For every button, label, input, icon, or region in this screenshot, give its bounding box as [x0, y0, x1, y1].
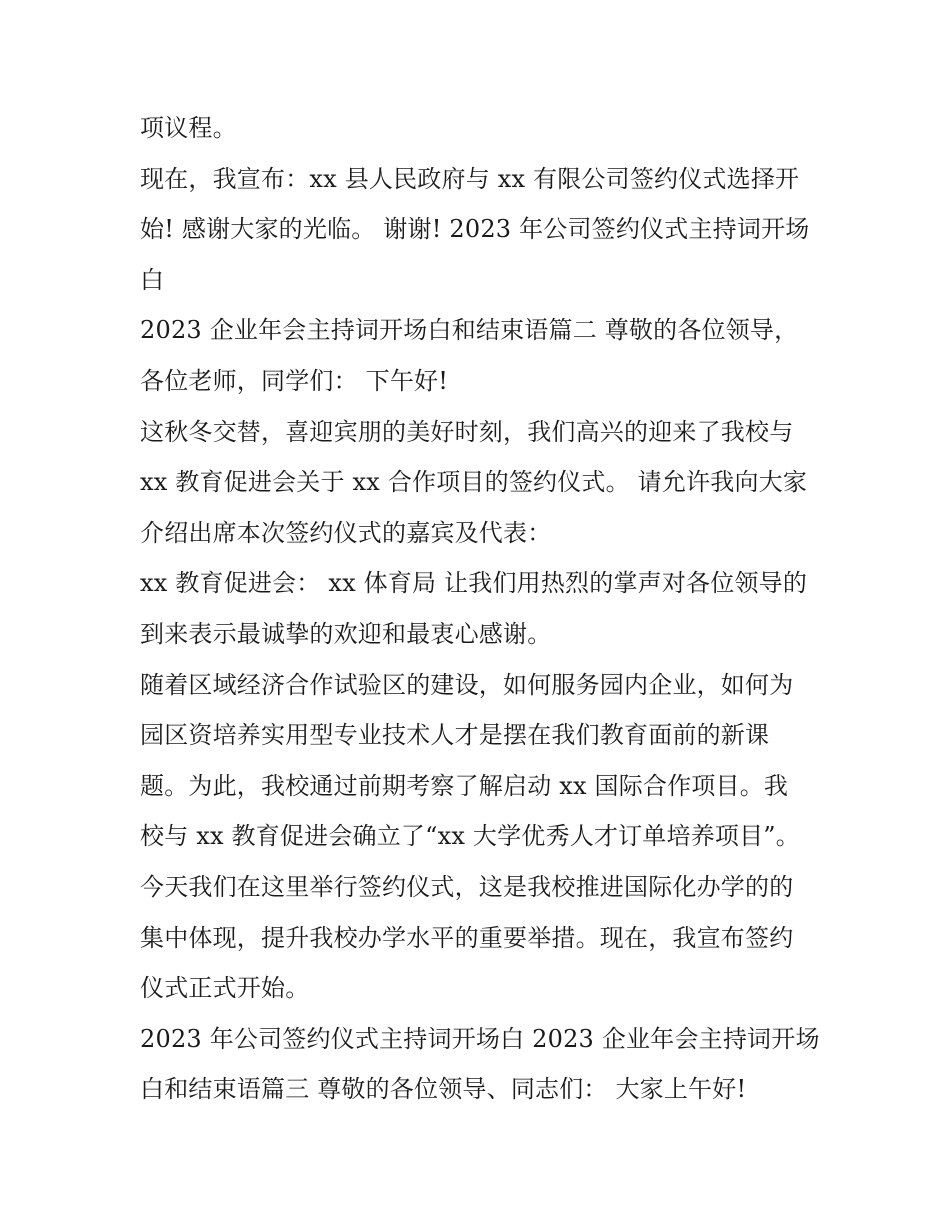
text-line: 到来表示最诚挚的欢迎和最衷心感谢。	[140, 619, 552, 648]
text-line: xx 教育促进会： xx 体育局 让我们用热烈的掌声对各位领导的	[140, 569, 808, 598]
text-line: 园区资培养实用型专业技术人才是摆在我们教育面前的新课	[140, 721, 770, 750]
text-line: 仪式正式开始。	[140, 974, 310, 1003]
text-line: 各位老师，同学们： 下午好!	[140, 366, 449, 395]
text-line: 项议程。	[140, 114, 237, 142]
text-line: 2023 年公司签约仪式主持词开场白 2023 企业年会主持词开场	[140, 1024, 820, 1053]
text-line: 白	[140, 265, 165, 294]
text-line: 今天我们在这里举行签约仪式，这是我校推进国际化办学的的	[140, 872, 794, 901]
text-line: 2023 企业年会主持词开场白和结束语篇二 尊敬的各位领导，	[140, 316, 799, 345]
text-line: 介绍出席本次签约仪式的嘉宾及代表：	[140, 518, 552, 547]
text-line: 这秋冬交替，喜迎宾朋的美好时刻，我们高兴的迎来了我校与	[140, 417, 794, 446]
text-line: 现在，我宣布：xx 县人民政府与 xx 有限公司签约仪式选择开	[140, 164, 800, 193]
text-line: 集中体现，提升我校办学水平的重要举措。现在，我宣布签约	[140, 923, 794, 952]
text-line: 白和结束语篇三 尊敬的各位领导、同志们： 大家上午好!	[140, 1075, 747, 1104]
text-line: xx 教育促进会关于 xx 合作项目的签约仪式。 请允许我向大家	[140, 468, 808, 497]
text-line: 题。为此，我校通过前期考察了解启动 xx 国际合作项目。我	[140, 771, 789, 800]
text-line: 始! 感谢大家的光临。 谢谢! 2023 年公司签约仪式主持词开场	[140, 215, 810, 244]
document-body	[140, 103, 820, 1115]
text-line: 随着区域经济合作试验区的建设，如何服务园内企业，如何为	[140, 670, 794, 699]
text-line: 校与 xx 教育促进会确立了“xx 大学优秀人才订单培养项目”。	[140, 822, 800, 851]
